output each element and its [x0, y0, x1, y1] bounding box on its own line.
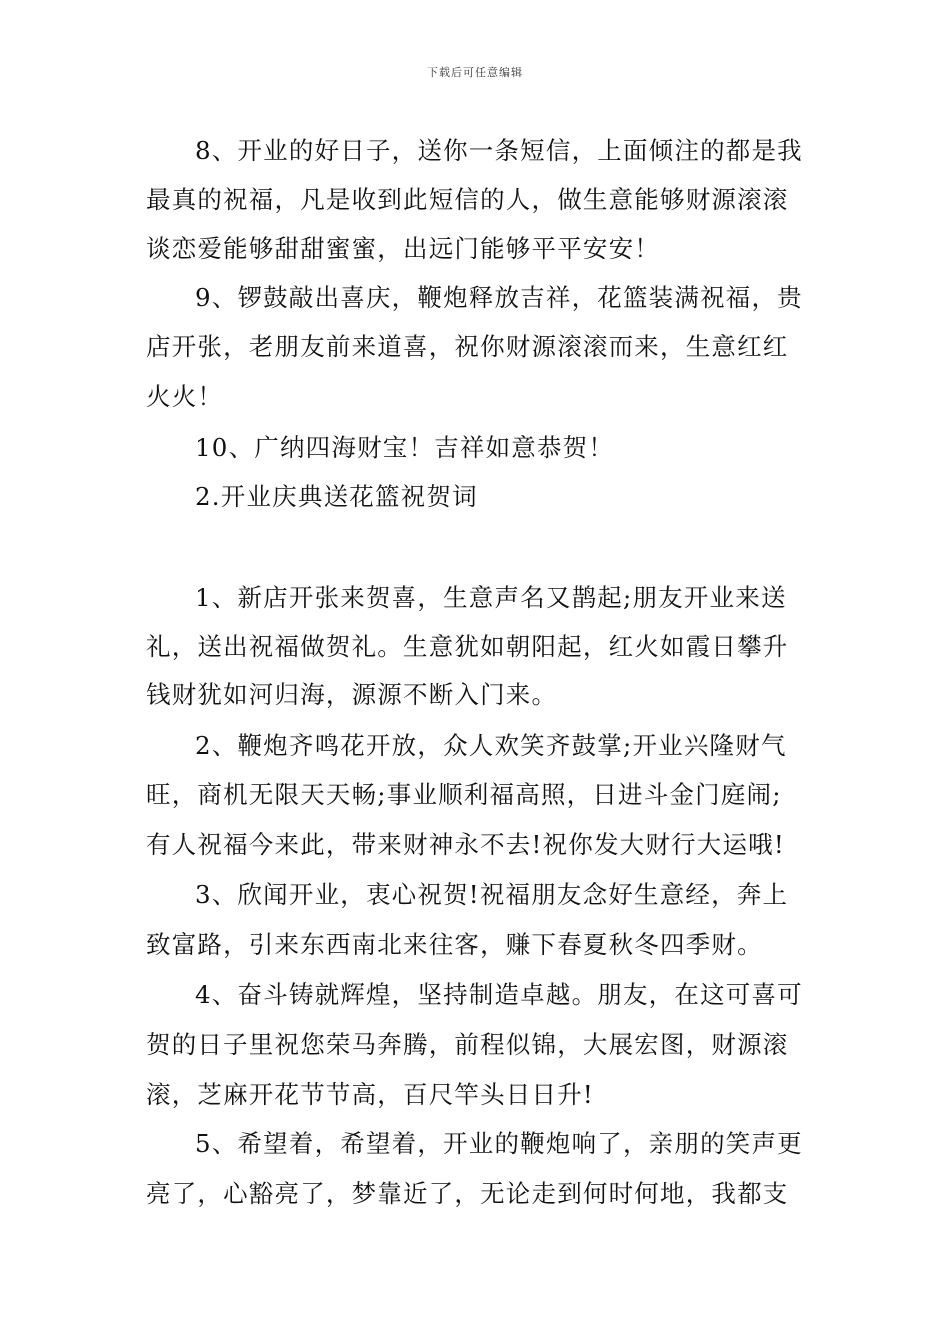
paragraph-line: 钱财犹如河归海，源源不断入门来。 [146, 680, 558, 709]
page-header: 下载后可任意编辑 [427, 66, 523, 79]
paragraph-line: 亮了，心豁亮了，梦靠近了，无论走到何时何地，我都支 [146, 1179, 789, 1208]
paragraph-line: 2、鞭炮齐鸣花开放，众人欢笑齐鼓掌;开业兴隆财气 [195, 731, 787, 760]
paragraph-line: 9、锣鼓敲出喜庆，鞭炮释放吉祥，花篮装满祝福，贵 [195, 283, 803, 312]
section-heading: 2.开业庆典送花篮祝贺词 [195, 482, 478, 511]
paragraph-line: 店开张，老朋友前来道喜，祝你财源滚滚而来，生意红红 [146, 332, 789, 361]
paragraph-line: 5、希望着，希望着，开业的鞭炮响了，亲朋的笑声更 [195, 1129, 803, 1158]
paragraph-line: 最真的祝福，凡是收到此短信的人，做生意能够财源滚滚 [146, 185, 789, 214]
paragraph-line: 4、奋斗铸就辉煌，坚持制造卓越。朋友，在这可喜可 [195, 980, 803, 1009]
paragraph-line: 滚，芝麻开花节节高，百尺竿头日日升! [146, 1080, 594, 1109]
paragraph-line: 贺的日子里祝您荣马奔腾，前程似锦，大展宏图，财源滚 [146, 1030, 789, 1059]
paragraph-line: 8、开业的好日子，送你一条短信，上面倾注的都是我 [195, 136, 803, 165]
paragraph-line: 3、欣闻开业，衷心祝贺!祝福朋友念好生意经，奔上 [195, 880, 789, 909]
paragraph-line: 旺，商机无限天天畅;事业顺利福高照，日进斗金门庭闹; [146, 780, 782, 809]
paragraph-line: 10、广纳四海财宝！吉祥如意恭贺！ [195, 433, 615, 462]
paragraph-line: 有人祝福今来此，带来财神永不去!祝你发大财行大运哦! [146, 830, 785, 859]
paragraph-line: 礼，送出祝福做贺礼。生意犹如朝阳起，红火如霞日攀升 [146, 632, 789, 661]
paragraph-line: 火火！ [146, 382, 224, 411]
paragraph-line: 谈恋爱能够甜甜蜜蜜，出远门能够平平安安！ [146, 234, 660, 263]
paragraph-line: 致富路，引来东西南北来往客，赚下春夏秋冬四季财。 [146, 930, 763, 959]
paragraph-line: 1、新店开张来贺喜，生意声名又鹊起;朋友开业来送 [195, 583, 787, 612]
